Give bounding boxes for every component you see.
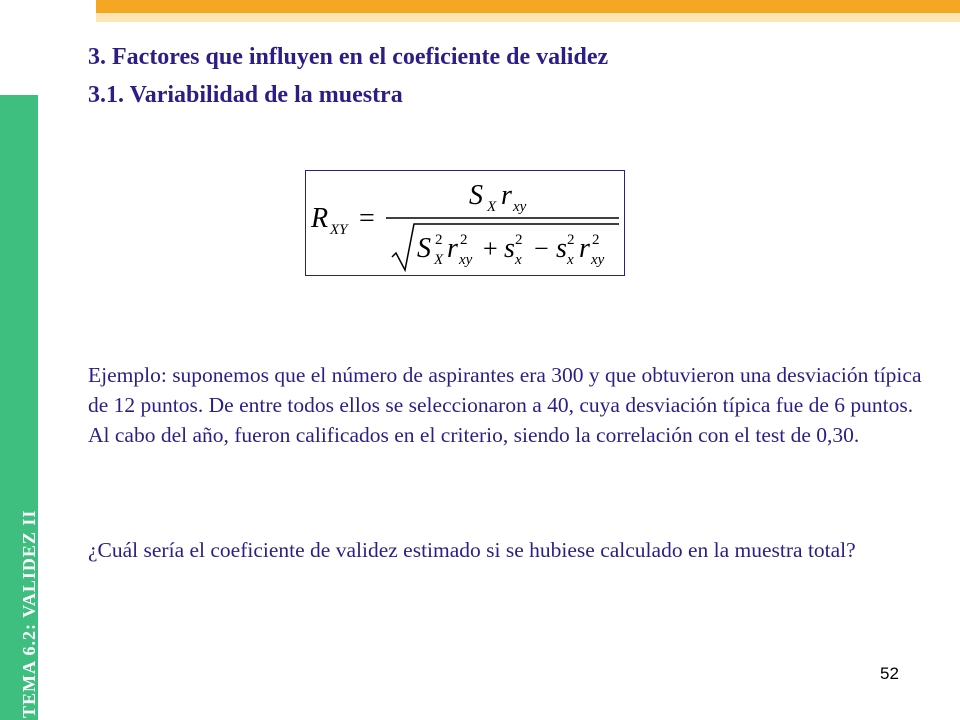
term1-r-sup: 2 bbox=[460, 232, 468, 248]
term3-r: r bbox=[579, 233, 590, 264]
formula-equals: = bbox=[359, 203, 375, 234]
slide-subheading: 3.1. Variabilidad de la muestra bbox=[88, 82, 403, 108]
formula-box bbox=[305, 170, 625, 276]
slide-heading: 3. Factores que influyen en el coeficiente de validez bbox=[88, 44, 609, 70]
term1-S: S bbox=[417, 233, 431, 264]
top-accent-bar-light bbox=[96, 13, 960, 22]
side-label: TEMA 6.2: VALIDEZ II bbox=[19, 509, 39, 718]
term3-s-sup: 2 bbox=[567, 232, 575, 248]
term3-r-sub: xy bbox=[591, 252, 605, 268]
numerator-S: S bbox=[469, 180, 483, 211]
term2-s-sub: x bbox=[515, 252, 522, 268]
formula-plus: + bbox=[483, 234, 498, 263]
term1-S-sup: 2 bbox=[435, 232, 443, 248]
numerator-S-sub: X bbox=[487, 199, 497, 215]
formula-lhs-sub: XY bbox=[330, 222, 348, 238]
term1-r: r bbox=[447, 233, 458, 264]
validity-formula bbox=[306, 171, 624, 275]
term1-S-sub: X bbox=[434, 252, 444, 268]
term2-s-sup: 2 bbox=[515, 232, 523, 248]
term3-s-sub: x bbox=[567, 252, 574, 268]
page-number: 52 bbox=[880, 664, 899, 683]
numerator-r: r bbox=[501, 180, 512, 211]
formula-minus: − bbox=[534, 234, 549, 263]
numerator-r-sub: xy bbox=[513, 199, 527, 215]
term2-s: s bbox=[504, 233, 515, 264]
question-paragraph: ¿Cuál sería el coeficiente de validez estimado si se hubiese calculado en la muestra total? bbox=[88, 538, 856, 562]
formula-lhs: R bbox=[311, 203, 329, 234]
top-accent-bar bbox=[96, 0, 960, 13]
term1-r-sub: xy bbox=[459, 252, 473, 268]
term3-r-sup: 2 bbox=[592, 232, 600, 248]
term3-s: s bbox=[556, 233, 567, 264]
example-paragraph: Ejemplo: suponemos que el número de aspirantes era 300 y que obtuvieron una desviación típica de 12 puntos. De entre todos ellos se seleccionaron a 40, cuya desviación típica fue de 6 puntos. Al cabo del año, fueron calificados en el criterio, siendo la correlación con el test de 0,30. bbox=[88, 363, 922, 447]
